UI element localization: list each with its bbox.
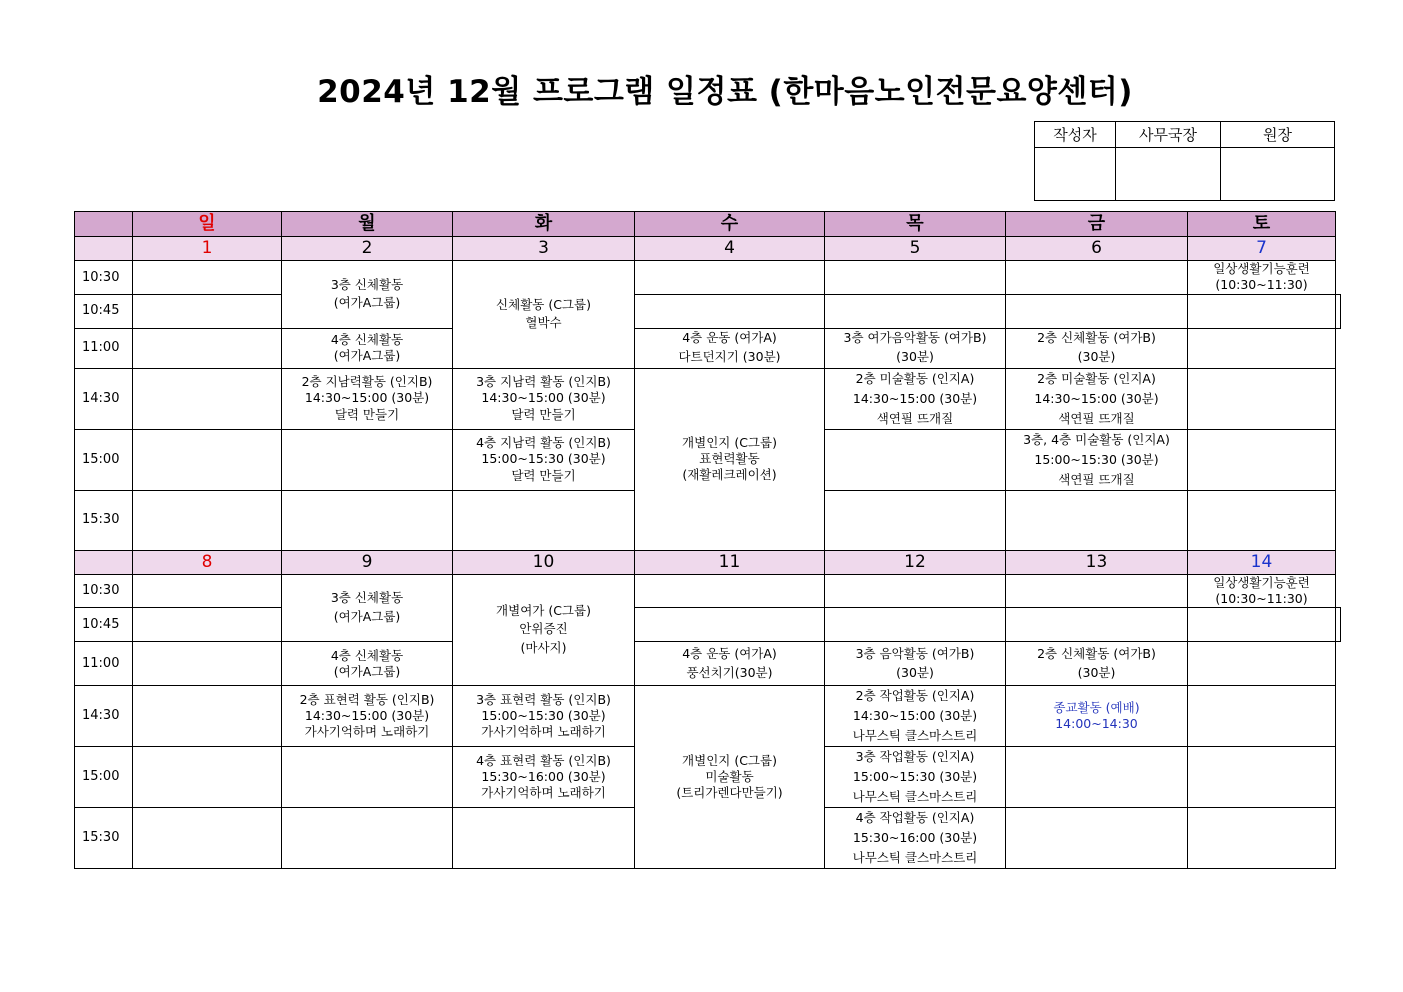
weekday-sat: 토: [1188, 212, 1336, 237]
program-cell: 일상생활기능훈련 (10:30~11:30): [1188, 574, 1336, 608]
date-cell: 1: [133, 237, 282, 261]
date-cell: 11: [635, 550, 825, 574]
program-cell: 개별여가 (C그룹) 안위증진 (마사지): [453, 574, 635, 686]
time-label: 15:30: [75, 808, 133, 869]
time-label: 11:00: [75, 642, 133, 686]
week2-date-row: [75, 550, 1341, 574]
weekday-mon: 월: [282, 212, 453, 237]
program-cell: 3층 신체활동 (여가A그룹): [282, 261, 453, 329]
time-label: 10:45: [75, 608, 133, 642]
signoff-manager-label: 사무국장: [1116, 122, 1221, 148]
time-label: 15:00: [75, 747, 133, 808]
date-cell: 4: [635, 237, 825, 261]
program-cell: 개별인지 (C그룹) 미술활동 (트리가렌다만들기): [635, 686, 825, 869]
program-cell: 2층 표현력 활동 (인지B) 14:30~15:00 (30분) 가사기억하며 노래하기: [282, 686, 453, 747]
time-label: 14:30: [75, 686, 133, 747]
time-label: 10:45: [75, 294, 133, 328]
date-cell: 6: [1006, 237, 1188, 261]
weekday-header-row: [75, 212, 1341, 237]
program-cell: 3층 여가음악활동 (여가B) (30분): [825, 328, 1006, 368]
time-label: 15:00: [75, 429, 133, 490]
program-cell: 3층 신체활동 (여가A그룹): [282, 574, 453, 642]
date-cell: 14: [1188, 550, 1336, 574]
signoff-author-box[interactable]: [1035, 148, 1116, 201]
program-cell: 3층 작업활동 (인지A) 15:00~15:30 (30분) 나무스틱 클스마스트리: [825, 747, 1006, 808]
program-cell: 2층 작업활동 (인지A) 14:30~15:00 (30분) 나무스틱 클스마스트리: [825, 686, 1006, 747]
weekday-tue: 화: [453, 212, 635, 237]
program-cell: 2층 신체활동 (여가B) (30분): [1006, 642, 1188, 686]
date-cell: 5: [825, 237, 1006, 261]
program-cell: 3층 음악활동 (여가B) (30분): [825, 642, 1006, 686]
date-cell: 7: [1188, 237, 1336, 261]
week1-date-row: [75, 237, 1341, 261]
date-cell: 8: [133, 550, 282, 574]
program-cell: 4층 표현력 활동 (인지B) 15:30~16:00 (30분) 가사기억하며 노래하기: [453, 747, 635, 808]
date-cell: 2: [282, 237, 453, 261]
signoff-director-label: 원장: [1221, 122, 1335, 148]
program-cell: 4층 지남력 활동 (인지B) 15:00~15:30 (30분) 달력 만들기: [453, 429, 635, 490]
date-cell: 9: [282, 550, 453, 574]
program-cell: 종교활동 (예배) 14:00~14:30: [1006, 686, 1188, 747]
program-cell: 개별인지 (C그룹) 표현력활동 (재활레크레이션): [635, 368, 825, 550]
date-cell: 13: [1006, 550, 1188, 574]
time-header: [75, 212, 133, 237]
time-label: 15:30: [75, 490, 133, 550]
weekday-sun: 일: [133, 212, 282, 237]
weekday-fri: 금: [1006, 212, 1188, 237]
date-cell: 12: [825, 550, 1006, 574]
program-cell: 3층, 4층 미술활동 (인지A) 15:00~15:30 (30분) 색연필 뜨개질: [1006, 429, 1188, 490]
weekday-thu: 목: [825, 212, 1006, 237]
approval-box: [1034, 121, 1335, 201]
program-cell: 4층 신체활동 (여가A그룹): [282, 642, 453, 686]
program-cell: 신체활동 (C그룹) 혈박수: [453, 261, 635, 369]
program-cell: 일상생활기능훈련 (10:30~11:30): [1188, 261, 1336, 295]
program-cell: 4층 작업활동 (인지A) 15:30~16:00 (30분) 나무스틱 클스마스트리: [825, 808, 1006, 869]
program-cell: 2층 미술활동 (인지A) 14:30~15:00 (30분) 색연필 뜨개질: [1006, 368, 1188, 429]
time-label: 10:30: [75, 261, 133, 295]
schedule-table: [74, 211, 1341, 869]
program-cell: 4층 운동 (여가A) 다트던지기 (30분): [635, 328, 825, 368]
program-cell: 3층 표현력 활동 (인지B) 15:00~15:30 (30분) 가사기억하며 노래하기: [453, 686, 635, 747]
time-label: 14:30: [75, 368, 133, 429]
time-label: 11:00: [75, 328, 133, 368]
program-cell: 4층 운동 (여가A) 풍선치기(30분): [635, 642, 825, 686]
program-cell: 2층 지남력활동 (인지B) 14:30~15:00 (30분) 달력 만들기: [282, 368, 453, 429]
weekday-wed: 수: [635, 212, 825, 237]
program-cell: 3층 지남력 활동 (인지B) 14:30~15:00 (30분) 달력 만들기: [453, 368, 635, 429]
program-cell: 2층 미술활동 (인지A) 14:30~15:00 (30분) 색연필 뜨개질: [825, 368, 1006, 429]
program-cell: 2층 신체활동 (여가B) (30분): [1006, 328, 1188, 368]
signoff-manager-box[interactable]: [1116, 148, 1221, 201]
date-cell: 10: [453, 550, 635, 574]
page-title: 2024년 12월 프로그램 일정표 (한마음노인전문요양센터): [317, 74, 1133, 110]
signoff-author-label: 작성자: [1035, 122, 1116, 148]
date-cell: 3: [453, 237, 635, 261]
signoff-director-box[interactable]: [1221, 148, 1335, 201]
program-cell: 4층 신체활동 (여가A그룹): [282, 328, 453, 368]
time-label: 10:30: [75, 574, 133, 608]
